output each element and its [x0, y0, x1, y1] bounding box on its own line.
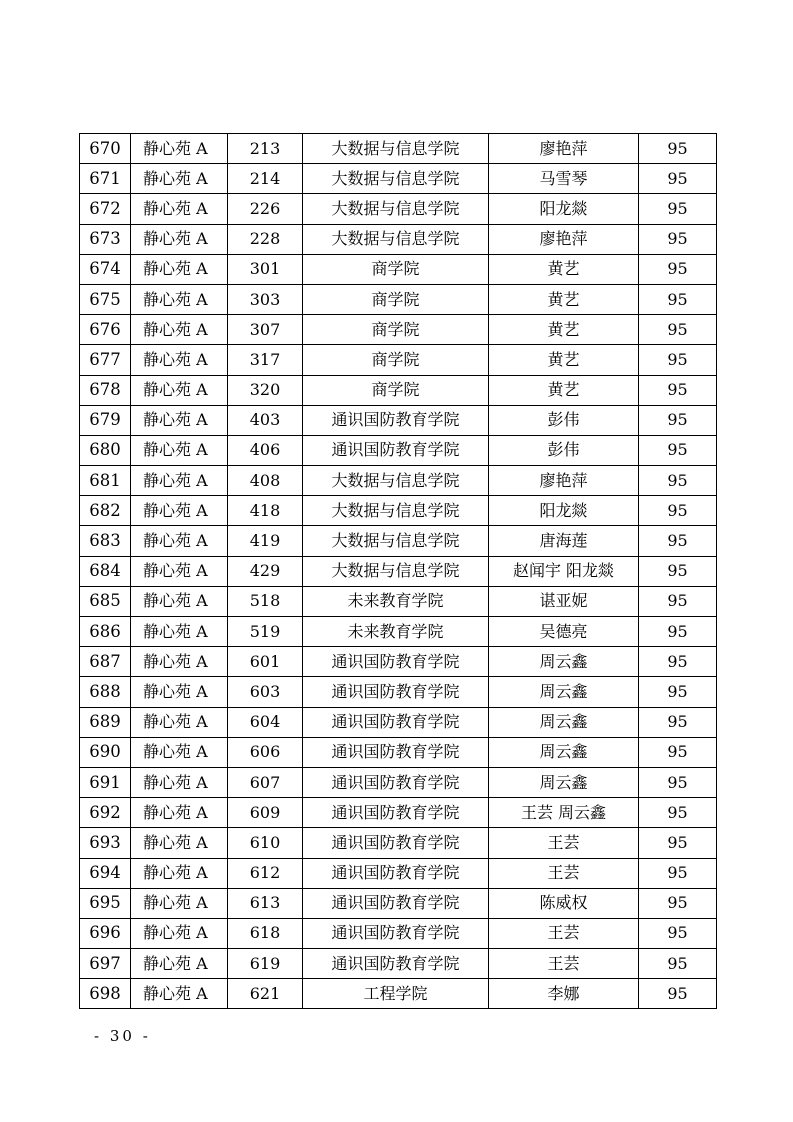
cell-score: 95 [639, 918, 717, 948]
cell-number: 678 [80, 375, 131, 405]
table-row [80, 194, 717, 224]
cell-score: 95 [639, 617, 717, 647]
cell-score: 95 [639, 888, 717, 918]
cell-college: 通识国防教育学院 [303, 798, 489, 828]
cell-building: 静心苑 A [131, 647, 228, 677]
cell-person: 廖艳萍 [489, 224, 639, 254]
cell-college: 未来教育学院 [303, 586, 489, 616]
table-row [80, 979, 717, 1009]
cell-college: 商学院 [303, 375, 489, 405]
cell-building: 静心苑 A [131, 677, 228, 707]
cell-score: 95 [639, 284, 717, 314]
cell-room: 320 [228, 375, 303, 405]
cell-score: 95 [639, 828, 717, 858]
table-row [80, 405, 717, 435]
table-body [80, 134, 717, 1009]
cell-number: 695 [80, 888, 131, 918]
cell-building: 静心苑 A [131, 586, 228, 616]
cell-room: 606 [228, 737, 303, 767]
cell-person: 黄艺 [489, 375, 639, 405]
cell-building: 静心苑 A [131, 224, 228, 254]
cell-room: 303 [228, 284, 303, 314]
cell-room: 604 [228, 707, 303, 737]
cell-score: 95 [639, 466, 717, 496]
table-row [80, 647, 717, 677]
cell-room: 619 [228, 949, 303, 979]
cell-person: 谌亚妮 [489, 586, 639, 616]
cell-room: 406 [228, 435, 303, 465]
cell-person: 廖艳萍 [489, 466, 639, 496]
table-row [80, 345, 717, 375]
cell-college: 大数据与信息学院 [303, 556, 489, 586]
cell-college: 通识国防教育学院 [303, 828, 489, 858]
cell-college: 通识国防教育学院 [303, 707, 489, 737]
cell-number: 687 [80, 647, 131, 677]
cell-score: 95 [639, 949, 717, 979]
table-row [80, 737, 717, 767]
cell-number: 688 [80, 677, 131, 707]
cell-building: 静心苑 A [131, 345, 228, 375]
page-number: - 30 - [94, 1027, 151, 1045]
cell-score: 95 [639, 858, 717, 888]
cell-score: 95 [639, 526, 717, 556]
cell-score: 95 [639, 164, 717, 194]
cell-person: 李娜 [489, 979, 639, 1009]
cell-number: 679 [80, 405, 131, 435]
table-row [80, 918, 717, 948]
cell-person: 阳龙燚 [489, 194, 639, 224]
cell-number: 672 [80, 194, 131, 224]
cell-room: 610 [228, 828, 303, 858]
cell-person: 马雪琴 [489, 164, 639, 194]
cell-college: 商学院 [303, 284, 489, 314]
cell-person: 王芸 周云鑫 [489, 798, 639, 828]
cell-room: 519 [228, 617, 303, 647]
cell-room: 228 [228, 224, 303, 254]
cell-building: 静心苑 A [131, 405, 228, 435]
cell-college: 大数据与信息学院 [303, 194, 489, 224]
cell-college: 大数据与信息学院 [303, 224, 489, 254]
table-row [80, 164, 717, 194]
cell-room: 609 [228, 798, 303, 828]
cell-number: 681 [80, 466, 131, 496]
cell-number: 690 [80, 737, 131, 767]
cell-room: 607 [228, 767, 303, 797]
cell-room: 601 [228, 647, 303, 677]
cell-person: 黄艺 [489, 254, 639, 284]
cell-building: 静心苑 A [131, 617, 228, 647]
cell-number: 674 [80, 254, 131, 284]
cell-score: 95 [639, 677, 717, 707]
cell-room: 307 [228, 315, 303, 345]
cell-room: 518 [228, 586, 303, 616]
cell-person: 黄艺 [489, 345, 639, 375]
cell-score: 95 [639, 737, 717, 767]
cell-college: 通识国防教育学院 [303, 888, 489, 918]
cell-college: 通识国防教育学院 [303, 405, 489, 435]
cell-college: 大数据与信息学院 [303, 526, 489, 556]
table-row [80, 466, 717, 496]
cell-number: 686 [80, 617, 131, 647]
cell-college: 大数据与信息学院 [303, 164, 489, 194]
cell-number: 680 [80, 435, 131, 465]
cell-person: 彭伟 [489, 435, 639, 465]
table-row [80, 798, 717, 828]
cell-building: 静心苑 A [131, 767, 228, 797]
cell-number: 697 [80, 949, 131, 979]
cell-building: 静心苑 A [131, 315, 228, 345]
cell-number: 689 [80, 707, 131, 737]
table-row [80, 828, 717, 858]
table-row [80, 617, 717, 647]
cell-college: 通识国防教育学院 [303, 647, 489, 677]
cell-person: 黄艺 [489, 284, 639, 314]
cell-room: 301 [228, 254, 303, 284]
cell-college: 大数据与信息学院 [303, 496, 489, 526]
cell-score: 95 [639, 798, 717, 828]
cell-college: 通识国防教育学院 [303, 677, 489, 707]
cell-college: 通识国防教育学院 [303, 435, 489, 465]
table-row [80, 556, 717, 586]
table-row [80, 315, 717, 345]
cell-person: 周云鑫 [489, 737, 639, 767]
table-row [80, 707, 717, 737]
cell-room: 213 [228, 134, 303, 164]
cell-person: 王芸 [489, 858, 639, 888]
table-row [80, 677, 717, 707]
cell-number: 675 [80, 284, 131, 314]
cell-number: 698 [80, 979, 131, 1009]
cell-score: 95 [639, 405, 717, 435]
cell-building: 静心苑 A [131, 254, 228, 284]
cell-room: 618 [228, 918, 303, 948]
cell-number: 676 [80, 315, 131, 345]
cell-building: 静心苑 A [131, 949, 228, 979]
cell-building: 静心苑 A [131, 918, 228, 948]
cell-building: 静心苑 A [131, 164, 228, 194]
cell-building: 静心苑 A [131, 526, 228, 556]
cell-college: 通识国防教育学院 [303, 949, 489, 979]
cell-person: 黄艺 [489, 315, 639, 345]
cell-number: 673 [80, 224, 131, 254]
cell-score: 95 [639, 224, 717, 254]
cell-building: 静心苑 A [131, 284, 228, 314]
cell-number: 692 [80, 798, 131, 828]
cell-number: 694 [80, 858, 131, 888]
cell-person: 周云鑫 [489, 707, 639, 737]
cell-room: 621 [228, 979, 303, 1009]
cell-college: 通识国防教育学院 [303, 918, 489, 948]
cell-person: 阳龙燚 [489, 496, 639, 526]
cell-person: 唐海莲 [489, 526, 639, 556]
cell-college: 商学院 [303, 345, 489, 375]
cell-room: 403 [228, 405, 303, 435]
cell-score: 95 [639, 315, 717, 345]
cell-person: 周云鑫 [489, 647, 639, 677]
cell-number: 671 [80, 164, 131, 194]
table-row [80, 284, 717, 314]
cell-score: 95 [639, 767, 717, 797]
cell-person: 周云鑫 [489, 677, 639, 707]
table-row [80, 888, 717, 918]
cell-number: 670 [80, 134, 131, 164]
cell-building: 静心苑 A [131, 858, 228, 888]
cell-score: 95 [639, 707, 717, 737]
cell-score: 95 [639, 647, 717, 677]
cell-building: 静心苑 A [131, 375, 228, 405]
table-row [80, 224, 717, 254]
cell-person: 廖艳萍 [489, 134, 639, 164]
cell-person: 王芸 [489, 949, 639, 979]
cell-room: 226 [228, 194, 303, 224]
cell-number: 684 [80, 556, 131, 586]
cell-score: 95 [639, 979, 717, 1009]
cell-score: 95 [639, 496, 717, 526]
cell-person: 吴德亮 [489, 617, 639, 647]
table-row [80, 435, 717, 465]
table-row [80, 526, 717, 556]
cell-college: 通识国防教育学院 [303, 858, 489, 888]
cell-building: 静心苑 A [131, 466, 228, 496]
cell-college: 工程学院 [303, 979, 489, 1009]
cell-score: 95 [639, 345, 717, 375]
cell-building: 静心苑 A [131, 737, 228, 767]
cell-building: 静心苑 A [131, 556, 228, 586]
cell-score: 95 [639, 435, 717, 465]
cell-room: 214 [228, 164, 303, 194]
cell-room: 429 [228, 556, 303, 586]
cell-building: 静心苑 A [131, 707, 228, 737]
table-row [80, 586, 717, 616]
cell-score: 95 [639, 556, 717, 586]
cell-score: 95 [639, 375, 717, 405]
cell-room: 317 [228, 345, 303, 375]
cell-college: 大数据与信息学院 [303, 134, 489, 164]
cell-number: 683 [80, 526, 131, 556]
cell-building: 静心苑 A [131, 979, 228, 1009]
table-row [80, 254, 717, 284]
cell-room: 603 [228, 677, 303, 707]
cell-college: 通识国防教育学院 [303, 767, 489, 797]
cell-college: 商学院 [303, 315, 489, 345]
cell-person: 赵闻宇 阳龙燚 [489, 556, 639, 586]
cell-building: 静心苑 A [131, 798, 228, 828]
cell-number: 693 [80, 828, 131, 858]
table-row [80, 375, 717, 405]
cell-room: 418 [228, 496, 303, 526]
cell-number: 682 [80, 496, 131, 526]
cell-person: 王芸 [489, 918, 639, 948]
cell-building: 静心苑 A [131, 134, 228, 164]
cell-room: 419 [228, 526, 303, 556]
cell-room: 613 [228, 888, 303, 918]
cell-person: 周云鑫 [489, 767, 639, 797]
cell-number: 685 [80, 586, 131, 616]
cell-college: 商学院 [303, 254, 489, 284]
cell-building: 静心苑 A [131, 496, 228, 526]
cell-score: 95 [639, 194, 717, 224]
cell-score: 95 [639, 254, 717, 284]
cell-score: 95 [639, 586, 717, 616]
table-row [80, 767, 717, 797]
cell-number: 677 [80, 345, 131, 375]
table-row [80, 496, 717, 526]
cell-building: 静心苑 A [131, 828, 228, 858]
dormitory-score-table [79, 133, 717, 1009]
cell-building: 静心苑 A [131, 194, 228, 224]
cell-college: 大数据与信息学院 [303, 466, 489, 496]
cell-building: 静心苑 A [131, 888, 228, 918]
cell-room: 612 [228, 858, 303, 888]
cell-building: 静心苑 A [131, 435, 228, 465]
table-row [80, 134, 717, 164]
cell-person: 王芸 [489, 828, 639, 858]
cell-score: 95 [639, 134, 717, 164]
cell-room: 408 [228, 466, 303, 496]
table-row [80, 858, 717, 888]
cell-college: 未来教育学院 [303, 617, 489, 647]
cell-college: 通识国防教育学院 [303, 737, 489, 767]
cell-number: 691 [80, 767, 131, 797]
cell-person: 彭伟 [489, 405, 639, 435]
cell-person: 陈威权 [489, 888, 639, 918]
cell-number: 696 [80, 918, 131, 948]
table-row [80, 949, 717, 979]
